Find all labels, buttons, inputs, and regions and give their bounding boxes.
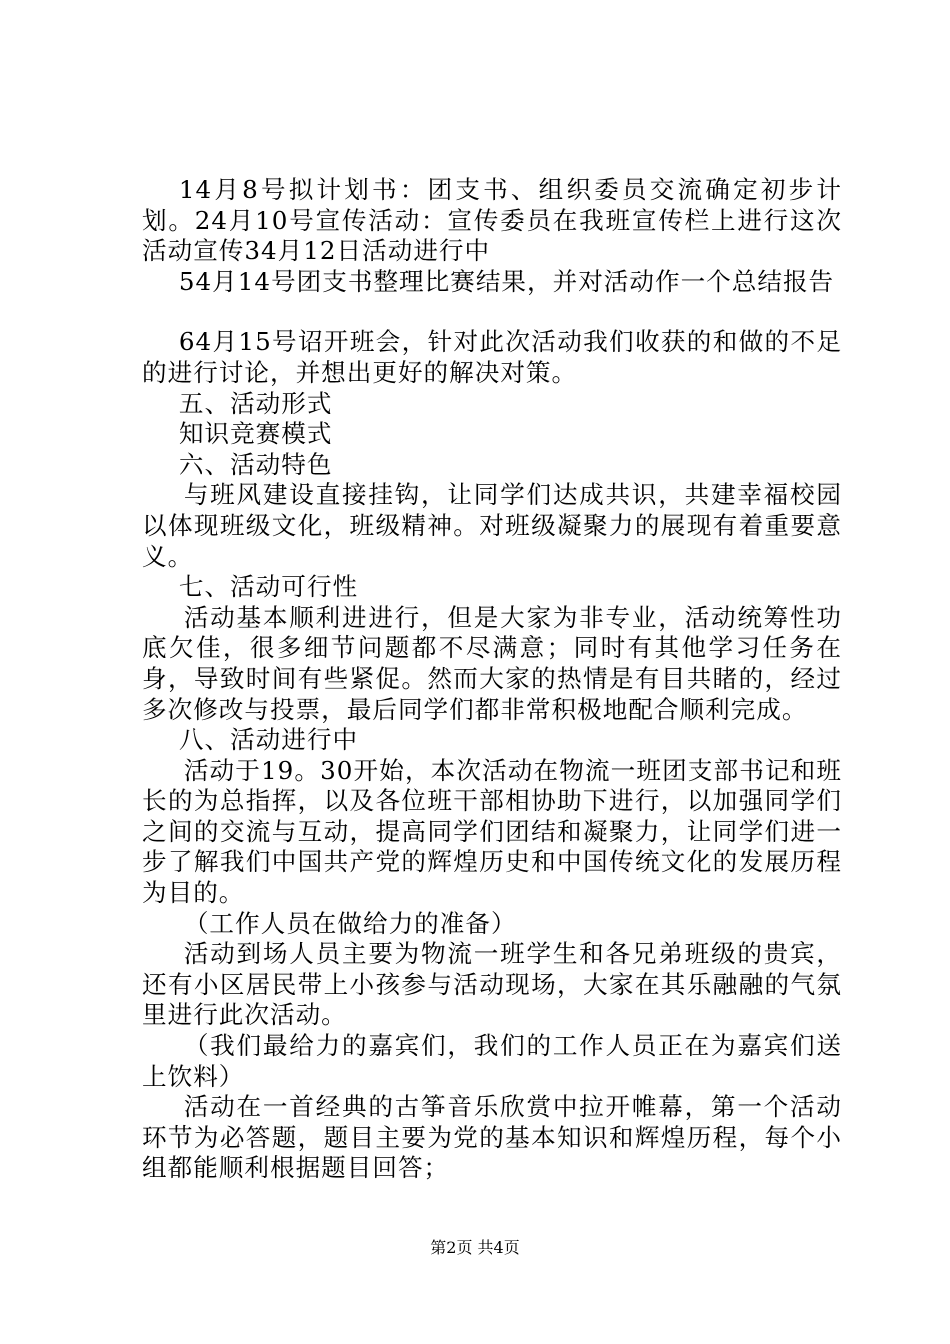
paragraph-opening: 活动在一首经典的古筝音乐欣赏中拉开帷幕，第一个活动环节为必答题，题目主要为党的基本知识和辉煌历程，每个小组都能顺利根据题目回答； [142, 1092, 842, 1183]
paragraph-class-meeting: 64月15号诏开班会，针对此次活动我们收获的和做的不足的进行讨论，并想出更好的解决对策。 [142, 327, 842, 387]
document-body [142, 175, 842, 1184]
paragraph-attendees: 活动到场人员主要为物流一班学生和各兄弟班级的贵宾，还有小区居民带上小孩参与活动现场，大家在其乐融融的气氛里进行此次活动。 [142, 939, 842, 1030]
paragraph-summary-report: 54月14号团支书整理比赛结果，并对活动作一个总结报告 [178, 266, 835, 296]
paragraph-feasibility: 活动基本顺利进进行，但是大家为非专业，活动统筹性功底欠佳，很多细节问题都不尽满意；同时有其他学习任务在身，导致时间有些紧促。然而大家的热情是有目共睹的，经过多次修改与投票，最后同学们都非常积极地配合顺利完成。 [142, 602, 842, 724]
paragraph-activity-form: 知识竞赛模式 [178, 419, 333, 449]
page-number-footer: 第2页 共4页 [430, 1238, 520, 1257]
paragraph-plan-schedule: 14月8号拟计划书：团支书、组织委员交流确定初步计划。24月10号宣传活动：宣传委员在我班宣传栏上进行这次活动宣传34月12日活动进行中 [142, 175, 842, 266]
paragraph-in-progress: 活动于19。30开始，本次活动在物流一班团支部书记和班长的为总指挥，以及各位班干部相协助下进行，以加强同学们之间的交流与互动，提高同学们团结和凝聚力，让同学们进一步了解我们中国共产党的辉煌历史和中国传统文化的发展历程为目的。 [142, 755, 842, 908]
caption-guests-drinks: （我们最给力的嘉宾们，我们的工作人员正在为嘉宾们送上饮料） [142, 1031, 842, 1091]
heading-activity-form: 五、活动形式 [178, 388, 333, 418]
heading-in-progress: 八、活动进行中 [178, 725, 359, 755]
heading-activity-features: 六、活动特色 [178, 449, 333, 479]
paragraph-activity-features: 与班风建设直接挂钩，让同学们达成共识，共建幸福校园以体现班级文化，班级精神。对班级凝聚力的展现有着重要意义。 [142, 480, 842, 571]
heading-feasibility: 七、活动可行性 [178, 572, 359, 602]
caption-staff-preparing: （工作人员在做给力的准备） [183, 908, 517, 938]
